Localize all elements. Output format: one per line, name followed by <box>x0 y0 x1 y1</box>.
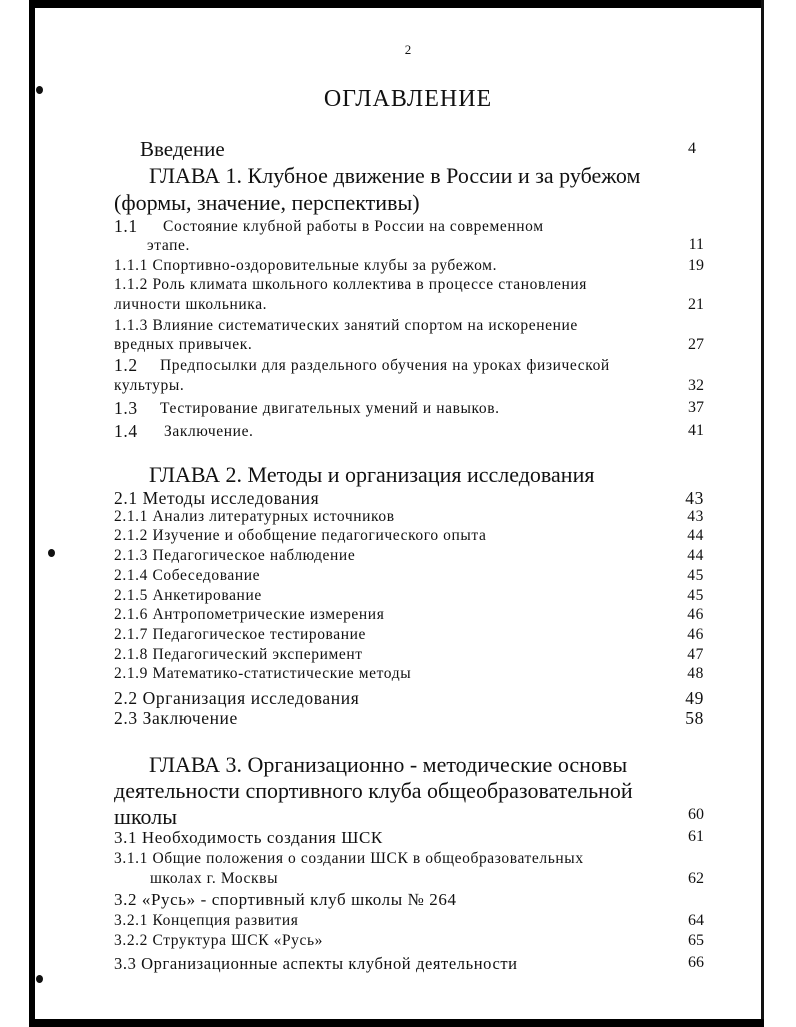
toc-entry-number: 1.2 <box>114 355 138 375</box>
toc-entry-number: 1.1 <box>114 216 138 236</box>
toc-entry-text: 2.1.8 Педагогический эксперимент <box>114 645 363 663</box>
chapter2-heading: ГЛАВА 2. Методы и организация исследования <box>149 462 595 487</box>
toc-entry-page: 46 <box>687 625 704 643</box>
scan-border-left <box>29 0 35 1027</box>
toc-entry-page: 48 <box>687 665 704 683</box>
toc-intro-page: 4 <box>688 140 696 157</box>
toc-entry-page: 43 <box>687 507 704 525</box>
toc-entry-text-cont: вредных привычек. <box>114 336 253 353</box>
toc-entry-text: 2.3 Заключение <box>114 707 238 728</box>
toc-entry-text-cont: личности школьника. <box>114 296 268 313</box>
toc-entry-text: 2.1.7 Педагогическое тестирование <box>114 625 367 643</box>
toc-entry-text: 3.2.2 Структура ШСК «Русь» <box>114 932 324 949</box>
chapter3-heading: ГЛАВА 3. Организационно - методические основы <box>149 752 628 777</box>
toc-entry-page: 11 <box>688 236 704 253</box>
toc-entry-text: 2.1 Методы исследования <box>114 488 320 508</box>
binder-hole-mark <box>36 975 43 983</box>
toc-entry-text: 3.1.1 Общие положения о создании ШСК в общеобразовательных <box>114 850 584 867</box>
toc-entry <box>114 567 704 587</box>
toc-entry-text: Заключение. <box>164 423 254 440</box>
toc-entry-page: 58 <box>685 707 704 728</box>
page-number: 2 <box>404 42 412 57</box>
toc-entry-text: 3.3 Организационные аспекты клубной деятельности <box>114 954 518 973</box>
toc-entry-text: Тестирование двигательных умений и навыков. <box>160 400 500 417</box>
toc-entry-page: 27 <box>688 336 704 353</box>
toc-entry-page: 19 <box>688 257 704 274</box>
toc-entry-number: 1.3 <box>114 398 138 418</box>
toc-entry-page: 44 <box>687 547 704 565</box>
toc-entry-text: 1.1.1 Спортивно-оздоровительные клубы за рубежом. <box>114 257 498 274</box>
toc-entry-page: 64 <box>688 912 704 929</box>
toc-entry <box>114 606 704 626</box>
toc-entry-text: 2.1.1 Анализ литературных источников <box>114 507 395 525</box>
chapter1-heading: ГЛАВА 1. Клубное движение в России и за рубежом <box>149 163 641 188</box>
toc-entry-text: 3.2.1 Концепция развития <box>114 912 299 929</box>
scan-border-top <box>34 0 764 8</box>
toc-entry-page: 49 <box>685 688 704 708</box>
page-title: ОГЛАВЛЕНИЕ <box>323 86 493 112</box>
toc-entry-text: 1.1.2 Роль климата школьного коллектива в процессе становления <box>114 276 588 293</box>
toc-entry-page: 37 <box>688 399 704 416</box>
toc-entry-page: 62 <box>688 870 704 887</box>
toc-entry <box>114 626 704 646</box>
toc-entry-text-cont: школах г. Москвы <box>150 870 279 887</box>
toc-entry-page: 61 <box>688 828 704 845</box>
toc-entry-text: 2.1.5 Анкетирование <box>114 586 262 604</box>
toc-entry-text: 3.2 «Русь» - спортивный клуб школы № 264 <box>114 890 457 909</box>
toc-entry-text: 2.1.4 Собеседование <box>114 566 261 584</box>
chapter3-heading-cont: деятельности спортивного клуба общеобразовательной <box>114 778 633 803</box>
toc-entry-text: Состояние клубной работы в России на современном <box>163 218 544 235</box>
toc-entry-text: 2.2 Организация исследования <box>114 688 360 708</box>
chapter1-heading-cont: (формы, значение, перспективы) <box>114 190 420 215</box>
toc-entry-page: 65 <box>688 932 704 949</box>
toc-entry-text: 2.1.3 Педагогическое наблюдение <box>114 547 356 565</box>
toc-entry-text: 2.1.9 Математико-статистические методы <box>114 665 412 683</box>
toc-entry <box>114 547 704 567</box>
toc-entry-text: 3.1 Необходимость создания ШСК <box>114 828 383 847</box>
toc-entry <box>114 688 704 708</box>
toc-entry-page: 45 <box>687 586 704 604</box>
toc-entry <box>114 587 704 607</box>
toc-entry-page: 66 <box>688 954 704 971</box>
toc-entry-text-cont: культуры. <box>114 377 185 394</box>
toc-entry <box>114 708 704 728</box>
toc-entry <box>114 527 704 547</box>
scan-border-bottom <box>29 1019 764 1027</box>
scan-border-right <box>761 0 764 1027</box>
toc-entry-text: 2.1.6 Антропометрические измерения <box>114 606 385 624</box>
toc-entry-page: 60 <box>688 806 704 823</box>
toc-entry <box>114 488 704 508</box>
toc-entry-page: 41 <box>688 422 704 439</box>
toc-entry-text: Предпосылки для раздельного обучения на уроках физической <box>160 357 610 374</box>
toc-entry <box>114 646 704 666</box>
toc-entry-number: 1.4 <box>114 421 138 441</box>
toc-entry-page: 46 <box>687 606 704 624</box>
binder-hole-mark <box>48 549 55 557</box>
toc-intro-label: Введение <box>140 137 225 161</box>
toc-entry-page: 21 <box>688 296 704 313</box>
toc-entry-page: 43 <box>685 488 704 508</box>
toc-entry-text: 2.1.2 Изучение и обобщение педагогического опыта <box>114 527 487 545</box>
chapter3-heading-cont: школы <box>114 804 177 829</box>
toc-entry-page: 47 <box>687 645 704 663</box>
toc-entry-page: 32 <box>688 377 704 394</box>
toc-entry-page: 44 <box>687 527 704 545</box>
toc-entry <box>114 508 704 528</box>
toc-entry-text-cont: этапе. <box>147 237 190 254</box>
toc-entry-page: 45 <box>687 566 704 584</box>
toc-entry-text: 1.1.3 Влияние систематических занятий спортом на искоренение <box>114 317 578 334</box>
toc-entry <box>114 665 704 685</box>
